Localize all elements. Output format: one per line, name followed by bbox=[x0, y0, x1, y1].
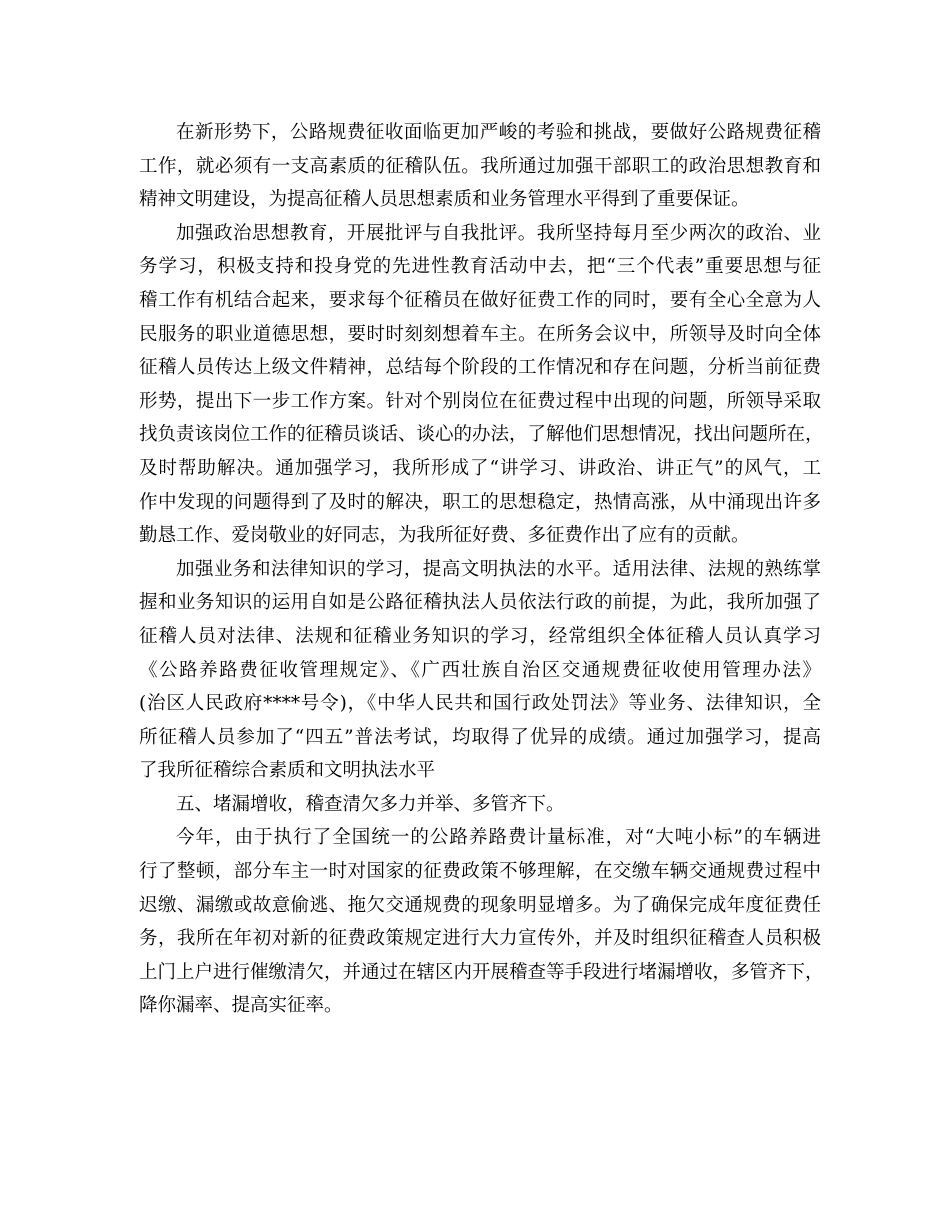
text-line: 上门上户进行催缴清欠，并通过在辖区内开展稽查等手段进行堵漏增收，多管齐下， bbox=[139, 961, 824, 983]
text-line: 工作，就必须有一支高素质的征稽队伍。我所通过加强干部职工的政治思想教育和 bbox=[139, 155, 821, 177]
text-line: (治区人民政府****号令)，《中华人民共和国行政处罚法》等业务、法律知识，全 bbox=[139, 693, 821, 715]
paragraph bbox=[139, 217, 824, 553]
paragraph bbox=[139, 821, 824, 1023]
text-line: 今年，由于执行了全国统一的公路养路费计量标准，对“大吨小标”的车辆进 bbox=[176, 827, 821, 849]
text-line: 征稽人员传达上级文件精神，总结每个阶段的工作情况和存在问题，分析当前征费 bbox=[139, 357, 821, 379]
text-line: 务，我所在年初对新的征费政策规定进行大力宣传外，并及时组织征稽查人员积极 bbox=[139, 928, 821, 950]
text-line: 加强业务和法律知识的学习，提高文明执法的水平。适用法律、法规的熟练掌 bbox=[176, 558, 821, 580]
text-line: 找负责该岗位工作的征稽员谈话、谈心的办法，了解他们思想情况，找出问题所在， bbox=[139, 424, 824, 446]
text-line: 加强政治思想教育，开展批评与自我批评。我所坚持每月至少两次的政治、业 bbox=[176, 222, 821, 244]
paragraph bbox=[139, 116, 821, 217]
text-line: 稽工作有机结合起来，要求每个征稽员在做好征费工作的同时，要有全心全意为人 bbox=[139, 289, 821, 311]
text-line: 所征稽人员参加了“四五”普法考试，均取得了优异的成绩。通过加强学习，提高 bbox=[139, 726, 821, 748]
text-line: 握和业务知识的运用自如是公路征稽执法人员依法行政的前提，为此，我所加强了 bbox=[139, 592, 821, 614]
text-line: 了我所征稽综合素质和文明执法水平 bbox=[139, 760, 436, 782]
text-line: 形势，提出下一步工作方案。针对个别岗位在征费过程中出现的问题，所领导采取 bbox=[139, 390, 821, 412]
text-line: 五、堵漏增收，稽查清欠多力并举、多管齐下。 bbox=[176, 793, 565, 815]
paragraph bbox=[139, 553, 821, 788]
text-line: 务学习，积极支持和投身党的先进性教育活动中去，把“三个代表”重要思想与征 bbox=[139, 256, 821, 278]
document-body bbox=[139, 116, 824, 1023]
text-line: 迟缴、漏缴或故意偷逃、拖欠交通规费的现象明显增多。为了确保完成年度征费任 bbox=[139, 894, 821, 916]
text-line: 民服务的职业道德思想，要时时刻刻想着车主。在所务会议中，所领导及时向全体 bbox=[139, 323, 821, 345]
text-line: 行了整顿，部分车主一时对国家的征费政策不够理解，在交缴车辆交通规费过程中 bbox=[139, 861, 821, 883]
text-line: 征稽人员对法律、法规和征稽业务知识的学习，经常组织全体征稽人员认真学习 bbox=[139, 625, 821, 647]
text-line: 《公路养路费征收管理规定》、《广西壮族自治区交通规费征收使用管理办法》 bbox=[139, 659, 821, 681]
text-line: 作中发现的问题得到了及时的解决，职工的思想稳定，热情高涨，从中涌现出许多 bbox=[139, 491, 821, 513]
text-line: 在新形势下，公路规费征收面临更加严峻的考验和挑战，要做好公路规费征稽 bbox=[176, 122, 821, 143]
paragraph bbox=[139, 788, 821, 822]
text-line: 降你漏率、提高实征率。 bbox=[139, 995, 343, 1017]
text-line: 精神文明建设，为提高征稽人员思想素质和业务管理水平得到了重要保证。 bbox=[139, 189, 750, 211]
text-line: 勤恳工作、爱岗敬业的好同志，为我所征好费、多征费作出了应有的贡献。 bbox=[139, 525, 750, 547]
text-line: 及时帮助解决。通加强学习，我所形成了“讲学习、讲政治、讲正气”的风气，工 bbox=[139, 457, 821, 479]
